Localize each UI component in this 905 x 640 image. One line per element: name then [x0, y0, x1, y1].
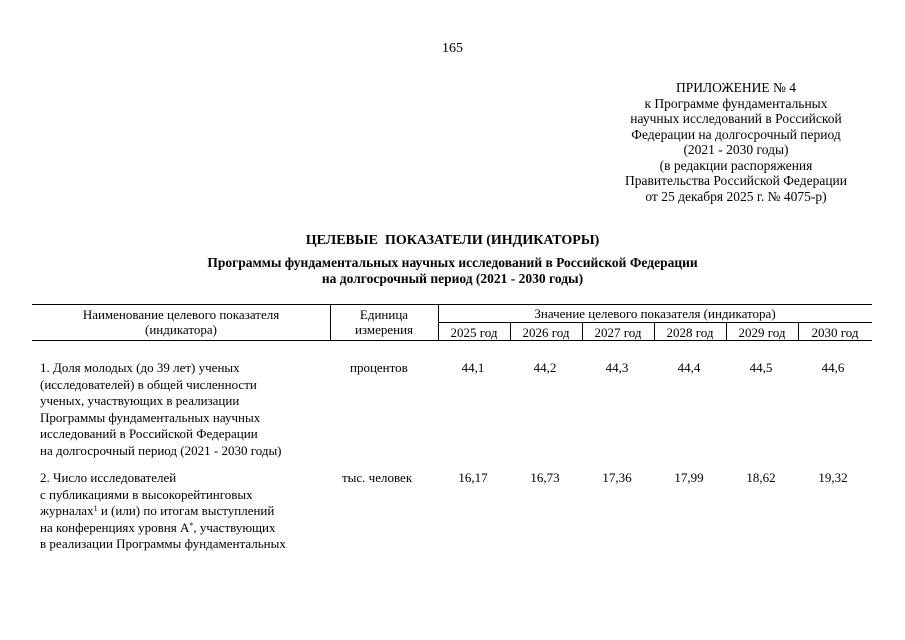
appendix-line: ПРИЛОЖЕНИЕ № 4	[675, 80, 797, 95]
indicator-value: 44,6	[821, 360, 845, 375]
indicator-name-line	[40, 503, 286, 520]
indicator-name-line: Программы фундаментальных научных	[40, 409, 261, 425]
indicator-name-line: исследований в Российской Федерации	[40, 426, 258, 441]
appendix-line: к Программе фундаментальных	[644, 95, 828, 111]
indicator-name-line: 1. Доля молодых (до 39 лет) ученых	[40, 360, 240, 375]
indicator-value: 17,36	[602, 470, 632, 485]
indicator-name-fragment: журналах	[40, 503, 94, 518]
indicator-unit: процентов	[350, 360, 408, 375]
column-header-name-line: (индикатора)	[145, 322, 217, 337]
column-header-unit-line: Единица	[359, 307, 409, 322]
indicator-value: 16,17	[458, 470, 488, 485]
indicator-value: 44,1	[461, 360, 485, 375]
indicator-name-fragment: на конференциях уровня А	[40, 519, 190, 535]
indicator-name-line: 2. Число исследователей	[40, 470, 177, 485]
appendix-line: Федерации на долгосрочный период	[631, 126, 841, 142]
indicator-name-fragment: и (или) по итогам выступлений	[97, 503, 275, 518]
table-row-indicator-name	[40, 360, 282, 459]
footnote-marker: *	[189, 520, 194, 530]
table-row-indicator-name	[40, 470, 286, 553]
indicator-value: 44,2	[533, 360, 557, 375]
document-subtitle	[0, 255, 905, 287]
table-header-bottom-rule	[32, 340, 872, 341]
column-header-value-group: Значение целевого показателя (индикатора)	[534, 306, 776, 321]
subtitle-line: Программы фундаментальных научных исследований в Российской Федерации	[207, 255, 698, 270]
table-mid-rule	[438, 322, 872, 323]
indicator-value: 19,32	[818, 470, 848, 485]
subtitle-line: на долгосрочный период (2021 - 2030 годы)	[321, 271, 584, 286]
indicator-name-line: ученых, участвующих в реализации	[40, 393, 240, 408]
indicator-name-fragment: , участвующих	[193, 519, 276, 535]
appendix-header	[600, 80, 872, 204]
indicator-unit: тыс. человек	[342, 470, 413, 485]
table-top-rule	[32, 304, 872, 305]
appendix-line: научных исследований в Российской	[630, 111, 842, 126]
indicator-name-line: в реализации Программы фундаментальных	[40, 536, 286, 551]
indicator-name-line: на долгосрочный период (2021 - 2030 годы)	[40, 442, 282, 458]
column-header-name	[32, 307, 330, 337]
indicator-name-line: (исследователей) в общей численности	[40, 376, 257, 392]
indicator-value: 44,5	[749, 360, 773, 375]
page-number: 165	[442, 41, 463, 56]
column-header-unit	[330, 307, 438, 337]
indicator-value: 18,62	[746, 470, 776, 485]
column-header-year: 2026 год	[522, 325, 570, 340]
column-header-year: 2027 год	[594, 325, 642, 340]
column-header-name-line: Наименование целевого показателя	[82, 307, 280, 322]
indicator-value: 44,4	[677, 360, 701, 375]
indicator-value: 16,73	[530, 470, 560, 485]
column-header-year: 2025 год	[450, 325, 498, 340]
indicator-name-line: с публикациями в высокорейтинговых	[40, 486, 253, 502]
appendix-line: от 25 декабря 2025 г. № 4075-р)	[645, 188, 827, 204]
footnote-marker: 1	[93, 504, 98, 513]
appendix-line: Правительства Российской Федерации	[625, 173, 847, 188]
indicator-name-line	[40, 520, 286, 537]
appendix-line: (в редакции распоряжения	[659, 157, 813, 173]
column-header-unit-line: измерения	[354, 322, 414, 337]
column-header-year: 2029 год	[738, 325, 786, 340]
column-header-year: 2030 год	[811, 325, 859, 340]
column-header-year: 2028 год	[666, 325, 714, 340]
document-title: ЦЕЛЕВЫЕ ПОКАЗАТЕЛИ (ИНДИКАТОРЫ)	[305, 233, 600, 248]
indicator-value: 17,99	[674, 470, 704, 485]
appendix-line: (2021 - 2030 годы)	[683, 142, 789, 157]
indicator-value: 44,3	[605, 360, 629, 375]
